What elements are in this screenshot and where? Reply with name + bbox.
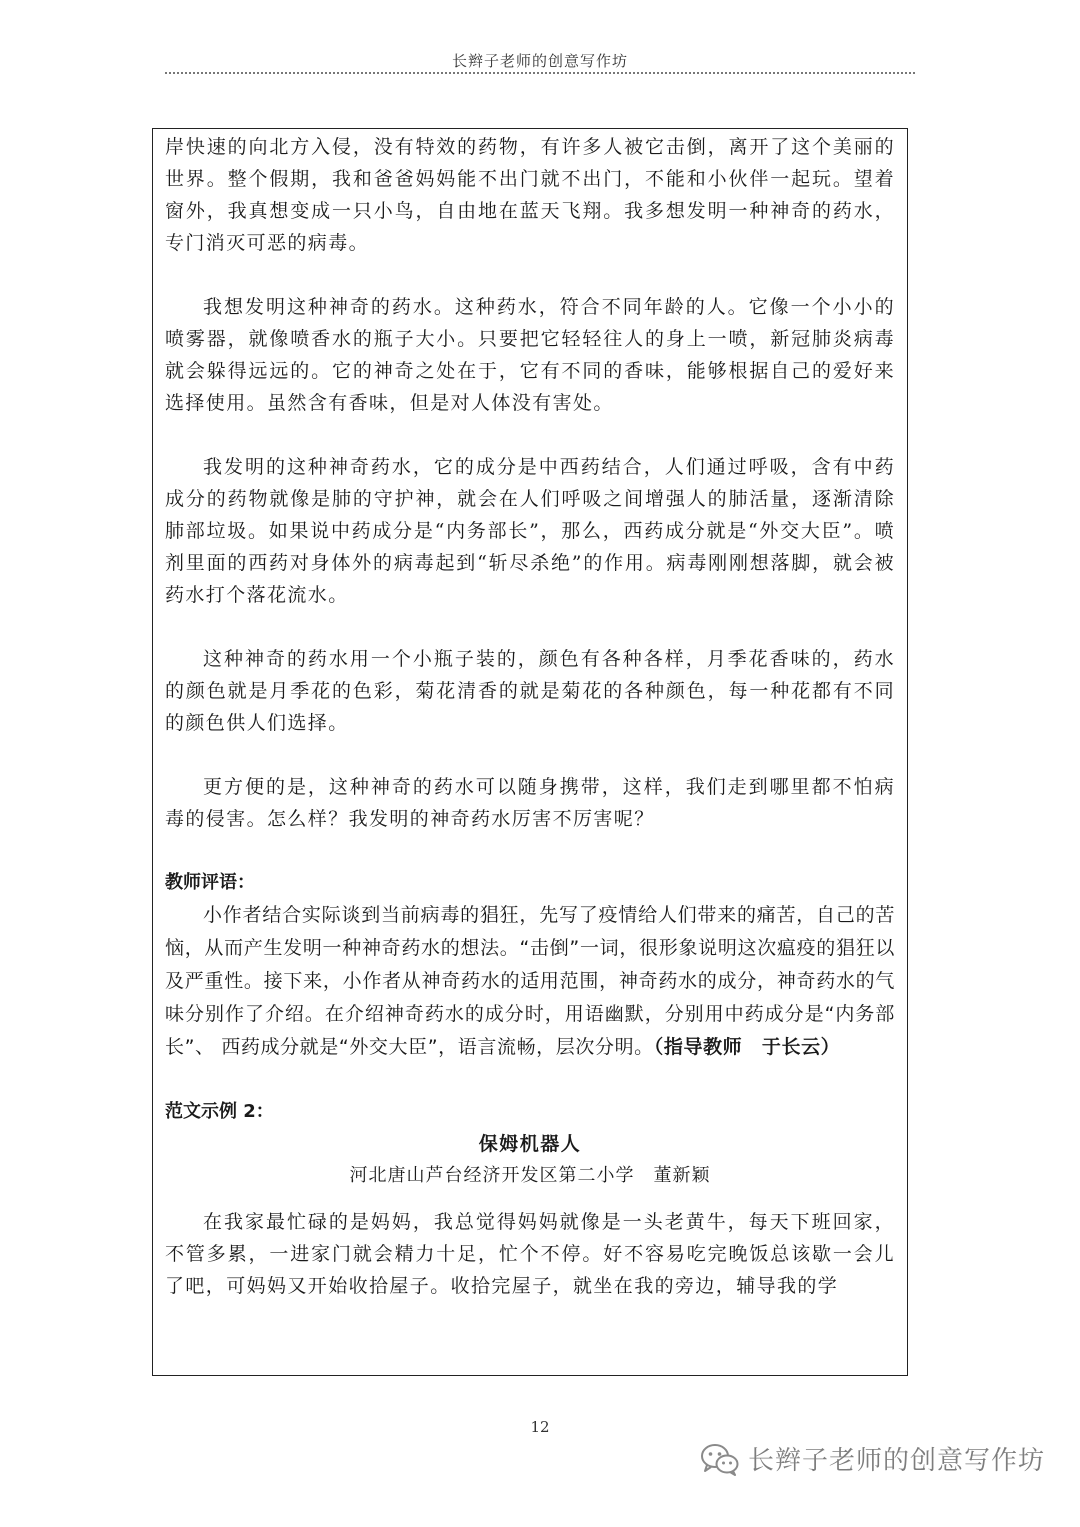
essay1-paragraph-3: 我发明的这种神奇药水，它的成分是中西药结合，人们通过呼吸，含有中药成分的药物就像是肺的守护神，就会在人们呼吸之间增强人的肺活量，逐渐清除肺部垃圾。如果说中药成分是“内务部长”，那么，西药成分就是“外交大臣”。喷剂里面的西药对身体外的病毒起到“斩尽杀绝”的作用。病毒刚刚想落脚，就会被药水打个落花流水。	[165, 456, 895, 606]
essay1-paragraph-1: 岸快速的向北方入侵，没有特效的药物，有许多人被它击倒，离开了这个美丽的世界。整个假期，我和爸爸妈妈能不出门就不出门，不能和小伙伴一起玩。望着窗外，我真想变成一只小鸟，自由地在蓝天飞翔。我多想发明一种神奇的药水，专门消灭可恶的病毒。	[165, 136, 895, 254]
wechat-icon	[700, 1442, 740, 1476]
essay2-author: 河北唐山芦台经济开发区第二小学 董新颖	[349, 1165, 711, 1186]
watermark-text: 长辫子老师的创意写作坊	[748, 1446, 1046, 1476]
essay1-paragraph-5: 更方便的是，这种神奇的药水可以随身携带，这样，我们走到哪里都不怕病毒的侵害。怎么样？我发明的神奇药水厉害不厉害呢？	[165, 776, 895, 830]
page-number: 12	[530, 1418, 550, 1436]
example-2-label: 范文示例 2：	[165, 1101, 274, 1122]
running-header-title: 长辫子老师的创意写作坊	[451, 52, 628, 70]
watermark	[700, 1440, 1045, 1477]
essay1-paragraph-2: 我想发明这种神奇的药水。这种药水，符合不同年龄的人。它像一个小小的喷雾器，就像喷香水的瓶子大小。只要把它轻轻往人的身上一喷，新冠肺炎病毒就会躲得远远的。它的神奇之处在于，它有不同的香味，能够根据自己的爱好来选择使用。虽然含有香味，但是对人体没有害处。	[165, 296, 895, 414]
teacher-comment-text: 小作者结合实际谈到当前病毒的猖狂，先写了疫情给人们带来的痛苦，自己的苦恼，从而产生发明一种神奇药水的想法。“击倒”一词，很形象说明这次瘟疫的猖狂以及严重性。接下来，小作者从神奇药水的适用范围，神奇药水的成分，神奇药水的气味分别作了介绍。在介绍神奇药水的成分时，用语幽默，分别用中药成分是“内务部长”、 西药成分就是“外交大臣”，语言流畅，层次分明。	[165, 904, 895, 1058]
essay-frame	[152, 128, 908, 1376]
teacher-comment	[165, 899, 895, 1064]
essay1-paragraph-4: 这种神奇的药水用一个小瓶子装的，颜色有各种各样，月季花香味的，药水的颜色就是月季花的色彩，菊花清香的就是菊花的各种颜色，每一种花都有不同的颜色供人们选择。	[165, 648, 895, 734]
frame-content	[165, 131, 895, 1302]
header-divider	[165, 72, 915, 74]
essay2-title: 保姆机器人	[478, 1133, 582, 1155]
teacher-signoff: （指导教师 于长云）	[653, 1036, 841, 1058]
essay2-paragraph-1: 在我家最忙碌的是妈妈，我总觉得妈妈就像是一头老黄牛，每天下班回家，不管多累，一进家门就会精力十足，忙个不停。好不容易吃完晚饭总该歇一会儿了吧，可妈妈又开始收拾屋子。收拾完屋子，就坐在我的旁边，辅导我的学	[165, 1211, 895, 1297]
teacher-comment-label: 教师评语：	[165, 872, 255, 893]
